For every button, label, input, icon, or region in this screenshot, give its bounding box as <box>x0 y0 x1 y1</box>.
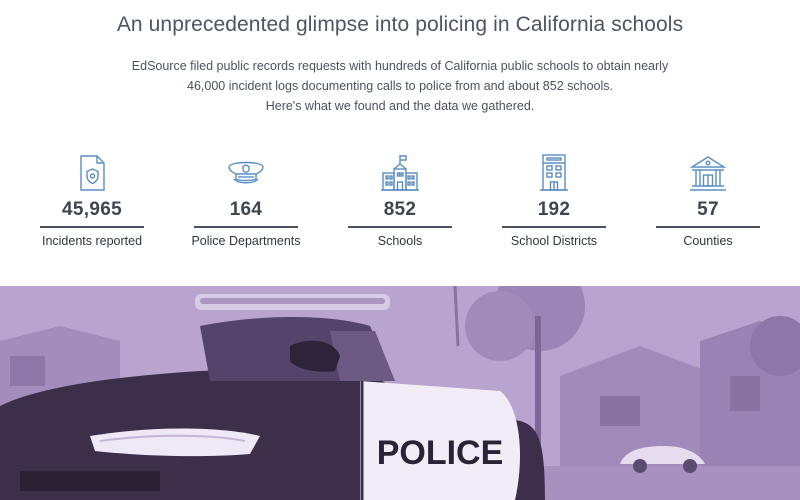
intro-line-3: Here's what we found and the data we gathered. <box>265 99 535 113</box>
police-cap-icon <box>226 153 266 193</box>
stat-value: 852 <box>383 199 417 220</box>
stat-police-departments <box>191 150 301 260</box>
stat-divider <box>194 226 298 228</box>
stat-label: Police Departments <box>191 234 301 248</box>
stat-incidents <box>40 150 144 260</box>
stat-label: Incidents reported <box>41 234 143 248</box>
stat-label: School Districts <box>510 234 598 248</box>
stats-row <box>40 150 762 260</box>
stat-label: Schools <box>377 234 423 248</box>
intro-line-2: 46,000 incident logs documenting calls to police from and about 852 schools. <box>187 79 613 93</box>
office-building-icon <box>534 153 574 193</box>
stat-school-districts <box>502 150 606 260</box>
document-badge-icon <box>72 153 112 193</box>
stat-divider <box>40 226 144 228</box>
hero-police-car-image <box>0 286 800 500</box>
school-building-icon <box>380 153 420 193</box>
stat-schools <box>348 150 452 260</box>
police-door-text: POLICE <box>376 434 504 472</box>
stat-label: Counties <box>683 234 733 248</box>
courthouse-icon <box>688 153 728 193</box>
stat-value: 192 <box>537 199 571 220</box>
page-title: An unprecedented glimpse into policing in California schools <box>116 13 684 36</box>
stat-divider <box>656 226 760 228</box>
stat-divider <box>348 226 452 228</box>
stat-value: 164 <box>229 199 263 220</box>
intro-text <box>120 56 680 116</box>
stat-divider <box>502 226 606 228</box>
stat-value: 45,965 <box>62 199 122 220</box>
stat-value: 57 <box>697 199 719 220</box>
intro-line-1: EdSource filed public records requests with hundreds of California public schools to obtain nearly <box>131 59 669 73</box>
stat-counties <box>656 150 760 260</box>
